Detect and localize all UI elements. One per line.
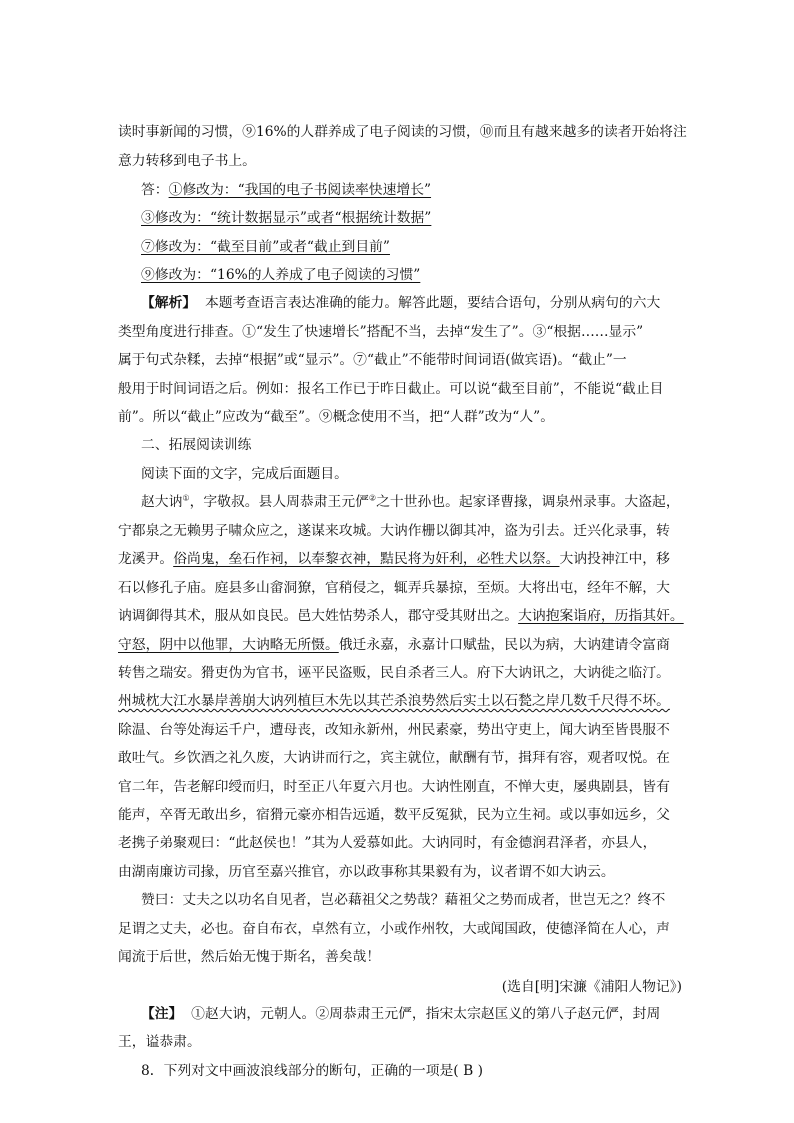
underlined-sentence: 守怒，阴中以他罪，大讷略无所慑。	[118, 637, 339, 653]
answer-item: ①修改为：“我国的电子书阅读率快速增长”	[168, 182, 432, 198]
passage-line: 官二年，告老解印绶而归，时至正八年夏六月也。大讷性刚直，不惮大吏，屡典剧县，皆有	[118, 779, 670, 795]
footnote-marker: ①	[182, 493, 190, 503]
passage-line: 足谓之丈夫，必也。奋自布衣，卓然有立，小或作州牧，大或闻国政，使德泽简在人心，声	[118, 921, 670, 937]
passage-line: 敢吐气。乡饮酒之礼久废，大讷讲而行之，宾主就位，献酬有节，揖拜有容，观者叹悦。在	[118, 750, 670, 766]
passage-line: 赞曰：丈夫之以功名自见者，岂必藉祖父之势哉？藉祖父之势而成者，世岂无之？终不	[141, 892, 666, 908]
section-heading: 二、拓展阅读训练	[141, 437, 252, 453]
footnote-marker: ②	[368, 493, 377, 503]
analysis-line: 前”。所以“截止”应改为“截至”。⑨概念使用不当，把“人群”改为“人”。	[118, 409, 554, 425]
analysis-line: 般用于时间词语之后。例如：报名工作已于昨日截止。可以说“截至目前”，不能说“截止目	[118, 381, 664, 397]
note-line: 王，谥恭肃。	[118, 1034, 201, 1050]
note-label: 【注】	[141, 1006, 183, 1022]
passage-line: 除温、台等处海运千户，遭母丧，改知永新州，州民素豪，势出守吏上，闻大讷至皆畏服不	[118, 722, 670, 738]
answer-label: 答：	[141, 182, 169, 198]
passage-text: 俄迁永嘉，永嘉计口赋盐，民以为病，大讷建请令富商	[338, 637, 670, 653]
answer-line	[141, 265, 420, 285]
underlined-sentence: 大讷抱案诣府，历指其奸。	[518, 608, 684, 624]
passage-line	[118, 691, 670, 711]
passage-line	[118, 635, 670, 655]
passage-line: 能声，卒胥无敢出乡，宿猾元豪亦相告远遁，数平反冤狱，民为立生祠。或以事如远乡，父	[118, 807, 670, 823]
question-answer: B	[463, 1063, 474, 1079]
answer-item: ⑦修改为：“截至目前”或者“截止到目前”	[141, 239, 390, 255]
note-line	[141, 1004, 660, 1024]
passage-line: 石以修孔子庙。庭县多山畲洞獠，官稍侵之，辄弄兵暴掠，至烦。大将出屯，经年不解，大	[118, 580, 670, 596]
analysis-line: 类型角度进行排查。①“发生了快速增长”搭配不当，去掉“发生了”。③“根据……显示”	[118, 324, 644, 340]
answer-item: ⑨修改为：“16%的人养成了电子阅读的习惯”	[141, 267, 421, 283]
text-line: 读时事新闻的习惯，⑨16%的人群养成了电子阅读的习惯，⑩而且有越来越多的读者开始将注	[118, 124, 687, 140]
source-citation: (选自[明]宋濂《浦阳人物记》)	[501, 979, 682, 995]
analysis-line	[141, 293, 660, 313]
answer-line	[141, 208, 431, 228]
answer-line	[141, 237, 390, 257]
question-text: 8．下列对文中画波浪线部分的断句，正确的一项是(	[141, 1063, 459, 1079]
passage-text: 大讷投神江中，移	[559, 551, 670, 567]
passage-text: 讷调御得其术，服从如良民。邑大姓怙势杀人，郡守受其财出之。	[118, 608, 519, 624]
text-line: 意力转移到电子书上。	[118, 153, 256, 169]
passage-line: 老携子弟聚观曰：“此赵侯也！”其为人爱慕如此。大讷同时，有金德润君泽者，亦县人，	[118, 835, 657, 851]
passage-line: 闻流于后世，然后始无愧于斯名，善矣哉！	[118, 949, 381, 965]
passage-text: 龙溪尹。	[118, 551, 174, 567]
answer-line	[141, 180, 431, 200]
passage-line: 由湖南廉访司掾，历官至嘉兴推官，亦以政事称其果毅有为，议者谓不如大讷云。	[118, 864, 615, 880]
question-8	[141, 1061, 483, 1081]
analysis-label: 【解析】	[141, 295, 197, 311]
answer-item: ③修改为：“统计数据显示”或者“根据统计数据”	[141, 210, 432, 226]
passage-line	[141, 492, 680, 512]
question-text: )	[477, 1063, 484, 1079]
instruction-text: 阅读下面的文字，完成后面题目。	[141, 466, 348, 482]
analysis-text: 本题考查语言表达准确的能力。解答此题，要结合语句，分别从病句的六大	[204, 295, 661, 311]
analysis-line: 属于句式杂糅，去掉“根据”或“显示”。⑦“截止”不能带时间词语(做宾语)。“截止”一	[118, 352, 627, 368]
note-text: ①赵大讷，元朝人。②周恭肃王元俨，指宋太宗赵匡义的第八子赵元俨，封周	[191, 1006, 661, 1022]
wavy-underlined-sentence: 州城枕大江水暴岸善崩大讷列植巨木先以其芒杀浪势然后实土以石甃之岸几数千尺得不坏。	[118, 693, 670, 709]
passage-line	[118, 606, 684, 626]
passage-line: 转售之瑞安。猾吏伪为官书，诬平民盗贩，民自杀者三人。府下大讷讯之，大讷徙之临汀。	[118, 665, 670, 681]
passage-line: 宁都泉之无赖男子啸众应之，遂谋来攻城。大讷作栅以御其冲，盗为引去。迁兴化录事，转	[118, 523, 670, 539]
passage-text: 之十世孙也。起家译曹掾，调泉州录事。大盗起，	[376, 494, 680, 510]
passage-line	[118, 549, 670, 569]
underlined-sentence: 俗尚鬼，垒石作祠，以奉黎衣神，黠民将为奸利，必牲犬以祭。	[173, 551, 560, 567]
passage-text: ，字敬叔。县人周恭肃王元俨	[189, 494, 369, 510]
passage-text: 赵大讷	[141, 494, 183, 510]
